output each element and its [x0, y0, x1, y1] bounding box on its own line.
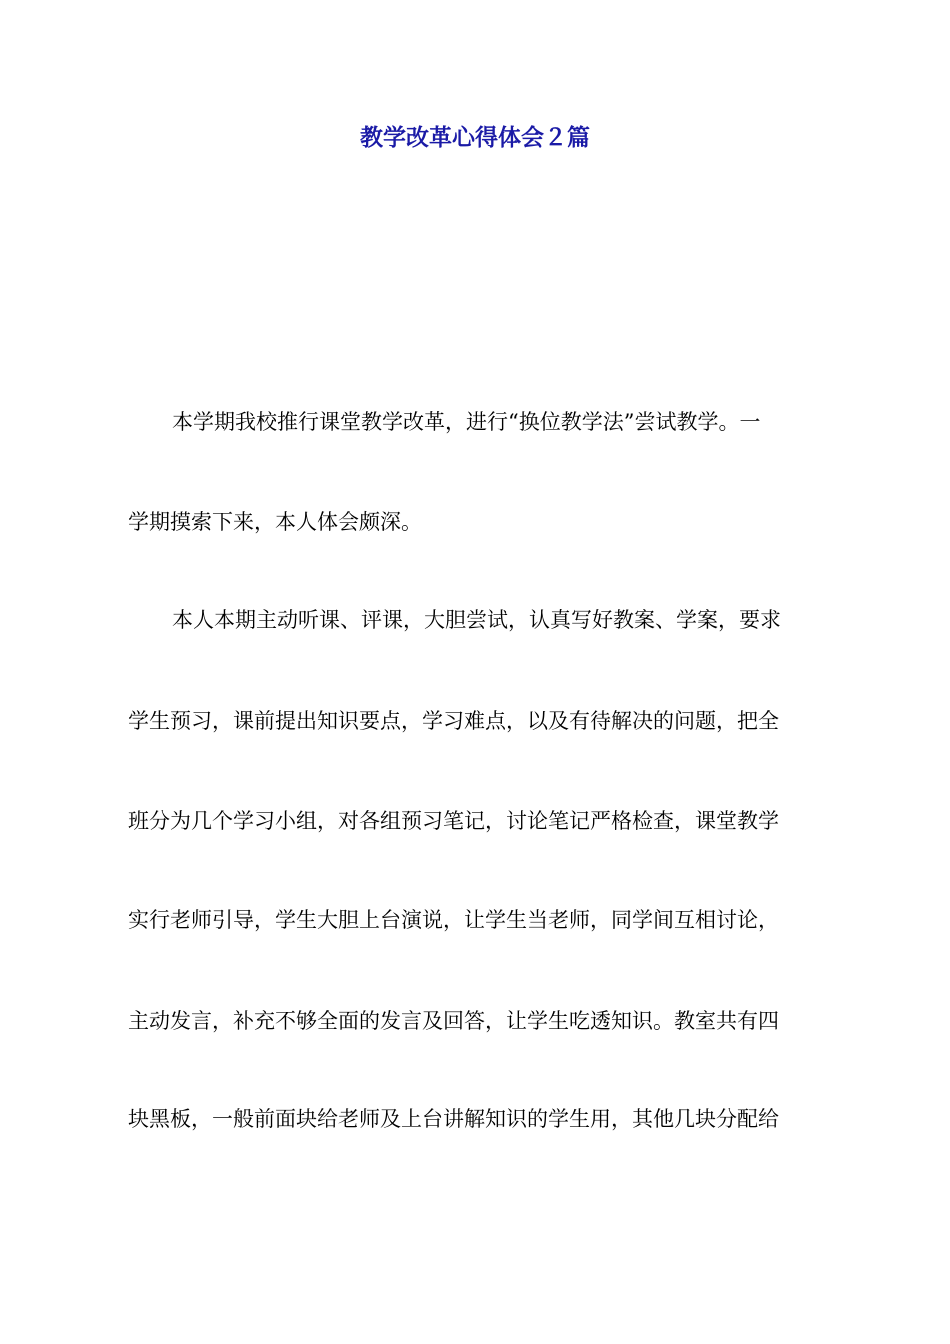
paragraph-1-line-1: 本学期我校推行课堂教学改革，进行“换位教学法”尝试教学。一: [172, 410, 761, 434]
paragraph-2-line-6: 块黑板，一般前面块给老师及上台讲解知识的学生用，其他几块分配给: [128, 1107, 779, 1131]
paragraph-2-line-1: 本人本期主动听课、评课，大胆尝试，认真写好教案、学案，要求: [172, 608, 781, 632]
paragraph-2-line-3: 班分为几个学习小组，对各组预习笔记，讨论笔记严格检查，课堂教学: [128, 809, 779, 833]
paragraph-2-line-2: 学生预习，课前提出知识要点，学习难点，以及有待解决的问题，把全: [128, 709, 779, 733]
paragraph-2-line-5: 主动发言，补充不够全面的发言及回答，让学生吃透知识。教室共有四: [128, 1009, 779, 1033]
paragraph-1-line-2: 学期摸索下来，本人体会颇深。: [128, 510, 422, 534]
document-title: 教学改革心得体会２篇: [360, 125, 590, 151]
paragraph-2-line-4: 实行老师引导，学生大胆上台演说，让学生当老师，同学间互相讨论，: [128, 908, 779, 932]
